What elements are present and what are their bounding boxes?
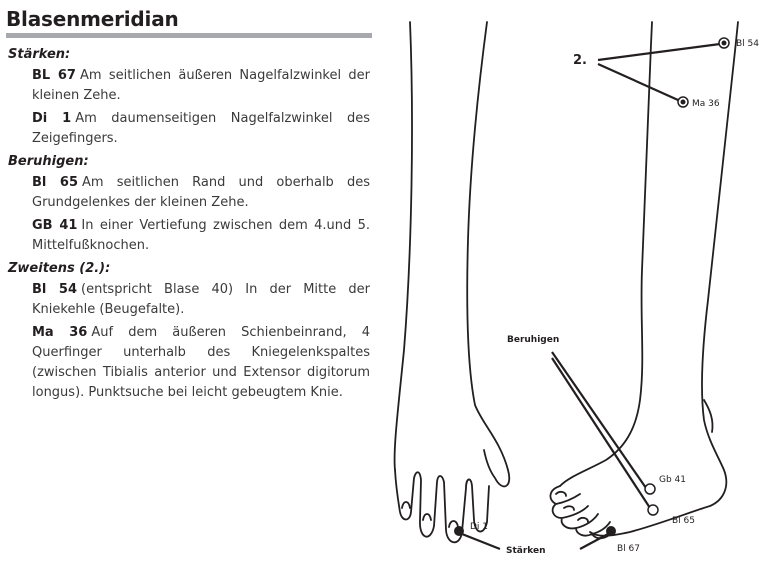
point-code: Bl 54 bbox=[32, 282, 78, 297]
point-bl54 bbox=[719, 38, 729, 48]
label-di1: Di 1 bbox=[470, 522, 489, 532]
point-code: GB 41 bbox=[32, 218, 78, 233]
label-beruhigen: Beruhigen bbox=[507, 335, 560, 345]
label-ma36: Ma 36 bbox=[692, 99, 720, 109]
point-description: (entspricht Blase 40) In der Mitte der Kniekehle (Beugefalte). bbox=[32, 282, 370, 317]
leg-outline-left bbox=[560, 22, 652, 486]
point-description: Auf dem äußeren Schienbeinrand, 4 Querfinger unterhalb des Kniegelenkspaltes (zwischen Tibialis anterior und Extensor digitorum longus). Punktsuche bei leicht gebeugtem Knie. bbox=[32, 325, 371, 400]
point-description: Am seitlichen äußeren Nagelfalzwinkel der kleinen Zehe. bbox=[32, 68, 370, 103]
point-description: Am daumenseitigen Nagelfalzwinkel des Zeigefingers. bbox=[32, 111, 370, 146]
point-bl65 bbox=[648, 505, 658, 515]
point-ma36 bbox=[678, 97, 688, 107]
leader-lines bbox=[462, 44, 720, 549]
point-code: Di 1 bbox=[32, 111, 72, 126]
point-bl67 bbox=[606, 526, 616, 536]
leader-2-ma36 bbox=[598, 64, 678, 100]
section-heading: Zweitens (2.): bbox=[8, 261, 111, 276]
label-bl67: Bl 67 bbox=[617, 544, 640, 554]
point-code: Ma 36 bbox=[32, 325, 88, 340]
point-description: Am seitlichen Rand und oberhalb des Grundgelenkes der kleinen Zehe. bbox=[32, 175, 370, 210]
point-code: Bl 65 bbox=[32, 175, 78, 190]
point-di1 bbox=[454, 526, 464, 536]
page-title: Blasenmeridian bbox=[6, 7, 179, 31]
arm-outline-right bbox=[467, 22, 509, 486]
arm-outline-left bbox=[395, 22, 412, 470]
label-staerken: Stärken bbox=[506, 546, 546, 556]
point-code: BL 67 bbox=[32, 68, 76, 83]
section-heading: Stärken: bbox=[8, 47, 71, 62]
leader-2-bl54 bbox=[598, 44, 720, 60]
figure-labels bbox=[470, 39, 759, 556]
point-gb41 bbox=[645, 484, 655, 494]
point-description: In einer Vertiefung zwischen dem 4.und 5. Mittelfußknochen. bbox=[32, 218, 370, 253]
foot-toes bbox=[550, 486, 612, 538]
label-bl65: Bl 65 bbox=[672, 516, 695, 526]
acupoints bbox=[454, 38, 729, 536]
leader-beruhigen-gb41 bbox=[552, 352, 646, 488]
section-heading: Beruhigen: bbox=[8, 154, 89, 169]
label-2: 2. bbox=[573, 53, 587, 68]
label-bl54: Bl 54 bbox=[736, 39, 759, 49]
leader-staerken-di1 bbox=[462, 534, 500, 549]
leader-beruhigen-bl65 bbox=[552, 358, 650, 508]
label-gb41: Gb 41 bbox=[659, 475, 686, 485]
